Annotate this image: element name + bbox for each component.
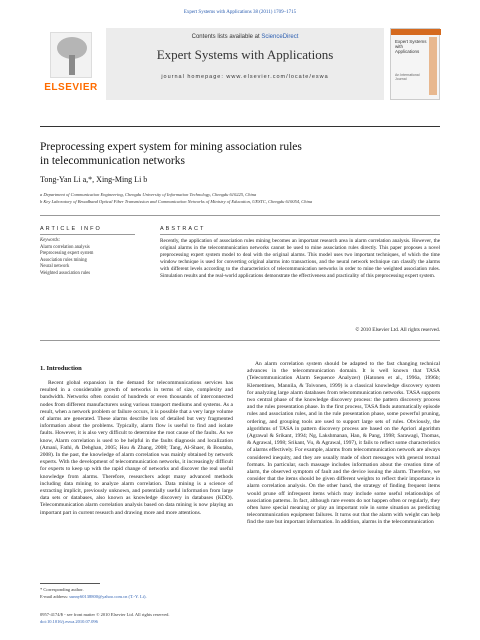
cover-subtitle: An International Journal: [395, 73, 420, 81]
email-label: E-mail address:: [40, 594, 70, 599]
keyword-item: Alarm correlation analysis: [40, 244, 90, 250]
journal-homepage[interactable]: journal homepage: www.elsevier.com/locate/eswa: [161, 74, 329, 80]
introduction-left-column: Recent global expansion in the demand for telecommunications services has resulted in a considerable growth of networks in terms of size, complexity and bandwidth. Networks often consist of hundreds or even thousands of interconnected nodes from different manufacturers using various transport mediums and systems. As a result, when a network problem or failure occurs, it is possible that a very large volume of alarms are generated. These alarms describe lots of detailed but very fragmented information about the problems. Typically, alarm flow is useful to find and isolate faults. However, it is also very difficult to determine the root cause of the faults. As we know, Alarm correlation is used to be helpful in the faults diagnosis and localization (Amani, Fathi, & Dehghan, 2005; Hou & Zhang, 2008; Tang, Al-Shaer, & Boutaba, 2008). In the past, the knowledge of alarm correlation was mainly obtained by network experts. With the development of telecommunication networks, it increasingly difficult for experts to keep up with the rapid change of networks and discover the real useful knowledge from alarms. Therefore, researchers adopt many advanced methods including data mining to analyze alarm correlation. Data mining is a science of extracting implicit, previously unknown, and potentially useful information from large data sets or databases, also known as knowledge discovery in databases (KDD). Telecommunication alarm correlation analysis based on data mining is now playing an important part in current research and drawing more and more attentions.: [40, 380, 233, 516]
cover-title: Expert Systems with Applications: [395, 39, 427, 54]
journal-citation[interactable]: Expert Systems with Applications 38 (2011) 1709–1715: [183, 10, 297, 15]
keyword-item: Association rules mining: [40, 257, 87, 263]
journal-title: Expert Systems with Applications: [156, 47, 334, 62]
sciencedirect-link[interactable]: ScienceDirect: [261, 34, 299, 40]
publisher-logo-text: ELSEVIER: [44, 82, 98, 93]
abstract-copyright: © 2010 Elsevier Ltd. All rights reserved.: [355, 327, 440, 333]
keyword-item: Preprocessing expert system: [40, 251, 94, 256]
article-title: [40, 140, 440, 168]
article-info-rule: [40, 234, 135, 235]
affiliation-b: b Key Laboratory of Broadband Optical Fiber Transmission and Communication Networks of Ministry of Education, UESTC, Chengdu 610054, China: [40, 199, 313, 204]
keywords-block: [40, 238, 135, 277]
footnote-rule: [40, 583, 100, 584]
affiliation-divider: [40, 215, 440, 216]
issn-note: 0957-4174/$ - see front matter © 2010 Elsevier Ltd. All rights reserved.: [40, 612, 170, 617]
article-authors: Tong-Yan Li a,*, Xing-Ming Li b: [40, 175, 148, 184]
email-link[interactable]: sunny60138800@yahoo.com.cn (T.-Y. Li).: [69, 594, 147, 599]
header-divider: [40, 126, 440, 127]
abstract-bottom-divider: [40, 340, 440, 341]
elsevier-tree-icon: [50, 32, 92, 78]
abstract-text: Recently, the application of association rules mining becomes an important research area in alarm correlation analysis. However, the original alarms in the telecommunication networks cannot be used to mine association rules directly. This paper proposes a novel preprocessing expert system model to deal with the original alarms. This model uses two important techniques, of which the time window technique is used for converting original alarms into transactions, and the neural network technique can classify the alarms with different levels according to the characteristics of telecommunication networks in order to mine the weighted association rules. Simulation results and the real-world applications demonstrate the effectiveness and practicality of this preprocessing expert system.: [160, 238, 440, 279]
journal-masthead: [40, 28, 440, 100]
journal-banner: [106, 28, 384, 100]
abstract-heading: ABSTRACT: [160, 226, 206, 232]
affiliation-a: a Department of Communication Engineering, Chengdu University of Information Technology, Chengdu 610225, China: [40, 192, 257, 197]
article-info-heading: ARTICLE INFO: [40, 226, 102, 232]
article-title-line2: in telecommunication networks: [40, 155, 185, 167]
publisher-logo[interactable]: [40, 28, 102, 100]
abstract-rule: [160, 234, 440, 235]
introduction-heading: 1. Introduction: [40, 365, 82, 372]
article-title-line1: Preprocessing expert system for mining association rules: [40, 141, 302, 153]
journal-cover-thumbnail[interactable]: [390, 28, 440, 100]
contents-prefix: Contents lists available at: [191, 34, 262, 40]
corresponding-author-note: * Corresponding author.: [40, 587, 84, 592]
introduction-right-column: An alarm correlation system should be adapted to the fast changing technical advances in the telecommunication domain. It is well known that TASA (Telecommunication Alarm Sequence Analyzer) (Hatonen et al., 1996a, 1996b; Klemettinen, Mannila, & Toivonen, 1999) is a classical knowledge discovery system for analyzing large alarm databases from telecommunication networks. TASA supports two central phase of the knowledge discovery process: the pattern discovery process and the rules presentation phase. In the first process, TASA finds automatically episode rules and association rules, and in the rule presentation phase, some powerful pruning, ordering, and grouping tools are used to support large sets of rules. Obviously, the algorithms of TASA in pattern discovery process are based on the Apriori algorithm (Agrawal & Srikant, 1994; Ng, Lakshmanan, Han, & Pang, 1998; Sarawagi, Thomas, & Agrawal, 1998; Srikant, Vu, & Agrawal, 1997), it fails to reflect some characteristics of alarms effectively. For example, alarms from telecommunication network are always considered inequity, and they are usually made of short messages with general textual formats. In particular, such massage includes information about the creation time of alarm, the observed symptom of fault and the device issuing the alarm. Therefore, we consider that the items should be given different weights to reflect their importance in alarm correlation analysis. On the other hand, the strategy of finding frequent items would prune off infrequent items which may include some useful relationships of association patterns. In fact, although rare events do not happen often or regularly, they often have special meaning or play an important role in some situation as predicting telecommunication equipment failures. It turns out that the alarm with weight can help find the rare but important information. In addition, alarms in the telecommunication: [247, 361, 440, 526]
email-note: [40, 594, 270, 600]
keyword-item: Weighted association rules: [40, 270, 91, 276]
contents-line: [106, 34, 384, 40]
doi-link[interactable]: doi:10.1016/j.eswa.2010.07.096: [40, 619, 98, 624]
keywords-label: Keywords:: [40, 238, 61, 243]
keyword-item: Neural network: [40, 264, 70, 269]
